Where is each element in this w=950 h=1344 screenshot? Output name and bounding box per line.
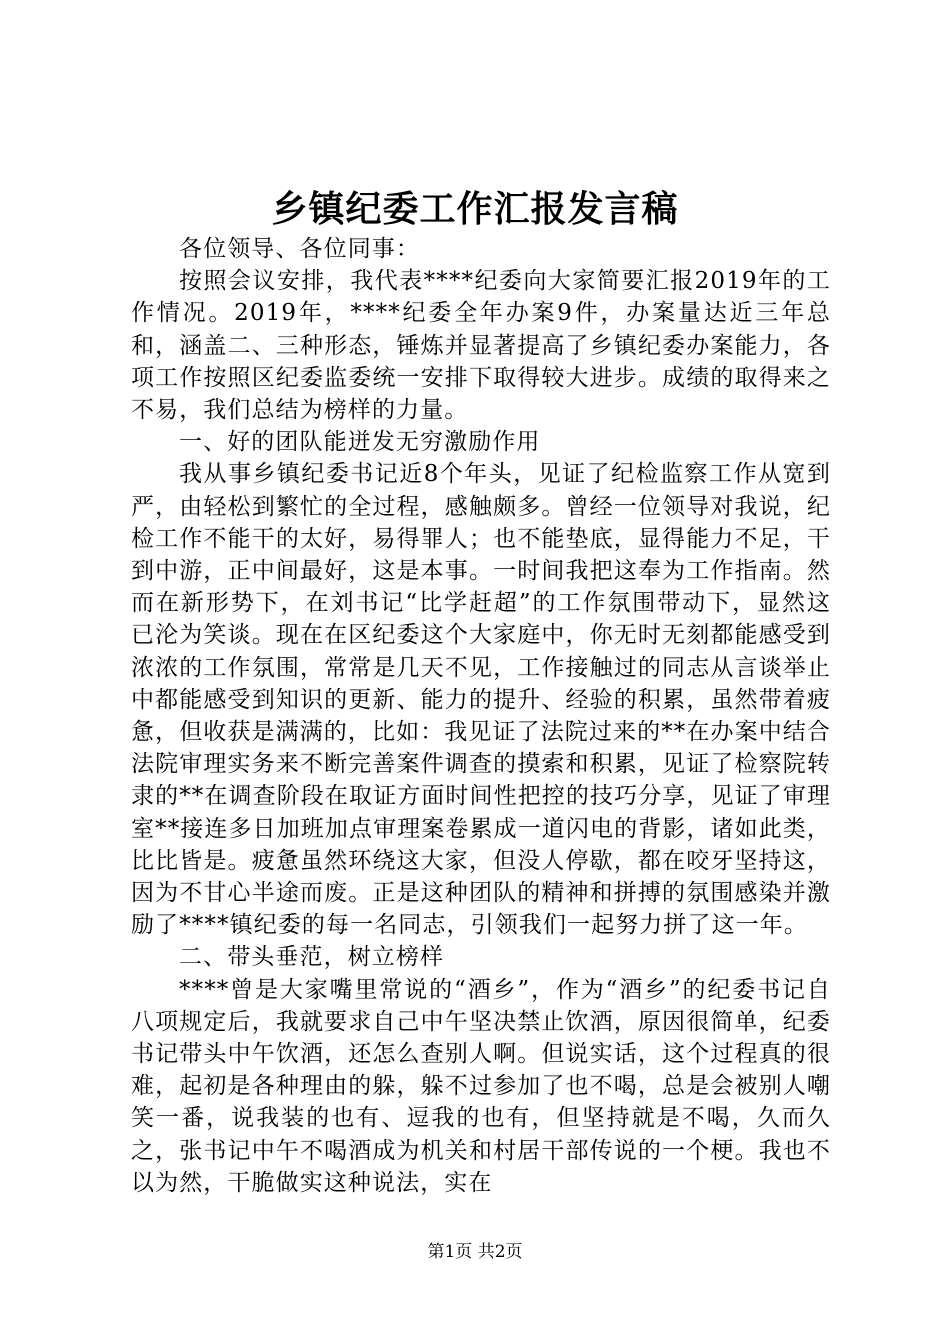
paragraph-salutation: 各位领导、各位同事： — [179, 236, 420, 262]
paragraph-section-1: 我从事乡镇纪委书记近8个年头，见证了纪检监察工作从宽到严，由轻松到繁忙的全过程，感触颇多。曾经一位领导对我说，纪检工作不能干的太好，易得罪人；也不能垫底，显得能力不足，干到中游，正中间最好，这是本事。一时间我把这奉为工作指南。然而在新形势下，在刘书记“比学赶超”的工作氛围带动下，显然这已沦为笑谈。现在在区纪委这个大家庭中，你无时无刻都能感受到浓浓的工作氛围，常常是几天不见，工作接触过的同志从言谈举止中都能感受到知识的更新、能力的提升、经验的积累，虽然带着疲惫，但收获是满满的，比如：我见证了法院过来的**在办案中结合法院审理实务来不断完善案件调查的摸索和积累，见证了检察院转隶的**在调查阶段在取证方面时间性把控的技巧分享，见证了审理室**接连多日加班加点审理案卷累成一道闪电的背影，诸如此类，比比皆是。疲惫虽然环绕这大家，但没人停歇，都在咬牙坚持这，因为不甘心半途而废。正是这种团队的精神和拼搏的氛围感染并激励了****镇纪委的每一名同志，引领我们一起努力拼了这一年。 — [131, 461, 831, 939]
document-title: 乡镇纪委工作汇报发言稿 — [271, 188, 679, 230]
paragraph-section-2: ****曾是大家嘴里常说的“酒乡”，作为“酒乡”的纪委书记自八项规定后，我就要求自己中午坚决禁止饮酒，原因很简单，纪委书记带头中午饮酒，还怎么查别人啊。但说实话，这个过程真的很难，起初是各种理由的躲，躲不过参加了也不喝，总是会被别人嘲笑一番，说我装的也有、逗我的也有，但坚持就是不喝，久而久之，张书记中午不喝酒成为机关和村居干部传说的一个梗。我也不以为然，干脆做实这种说法，实在 — [131, 976, 831, 1196]
section-heading-2: 二、带头垂范，树立榜样 — [179, 944, 445, 971]
page-number-footer: 第1页 共2页 — [427, 1242, 523, 1262]
section-heading-1: 一、好的团队能迸发无穷激励作用 — [179, 429, 541, 456]
paragraph-intro: 按照会议安排，我代表****纪委向大家简要汇报2019年的工作情况。2019年，****纪委全年办案9件，办案量达近三年总和，涵盖二、三种形态，锤炼并显著提高了乡镇纪委办案能力，各项工作按照区纪委监委统一安排下取得较大进步。成绩的取得来之不易，我们总结为榜样的力量。 — [131, 268, 831, 424]
document-body — [131, 233, 831, 1199]
